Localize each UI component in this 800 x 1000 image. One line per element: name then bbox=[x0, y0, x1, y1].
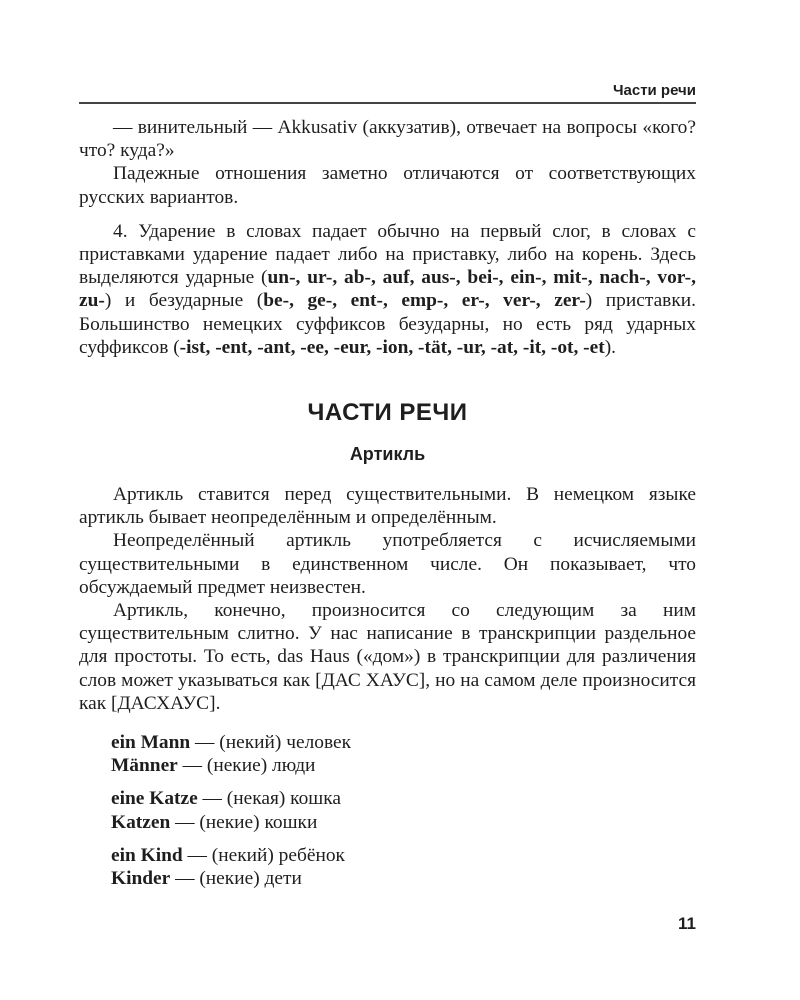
example-translation: — (некие) дети bbox=[170, 868, 302, 890]
example-line bbox=[111, 867, 696, 890]
example-group bbox=[111, 731, 696, 777]
paragraph-accusative: — винительный — Akkusativ (аккузатив), отвечает на вопросы «кого? что? куда?» bbox=[79, 117, 696, 162]
paragraph-pronunciation: Артикль, конечно, произносится со следующим за ним существительным слитно. У нас написание в транскрипции раздельное для простоты. То есть, das Haus («дом») в транскрипции для различения слов может указываться как [ДАС ХАУС], но на самом деле произносится как [ДАСХАУС]. bbox=[79, 600, 696, 714]
example-line bbox=[111, 731, 696, 754]
stress-text-3: ) приставки. Большинство немецких суффиксов безударны, но есть ряд ударных суффиксов ( bbox=[79, 290, 696, 358]
unstressed-prefixes: be-, ge-, ent-, emp-, er-, ver-, zer- bbox=[263, 290, 586, 312]
example-line bbox=[111, 754, 696, 777]
example-german: Katzen bbox=[111, 811, 171, 833]
example-german: eine Katze bbox=[111, 788, 198, 810]
paragraph-case-relations: Падежные отношения заметно отличаются от соответствующих русских вариантов. bbox=[79, 163, 696, 208]
example-line bbox=[111, 844, 696, 867]
page-body bbox=[79, 116, 696, 900]
example-german: Männer bbox=[111, 755, 178, 777]
example-group bbox=[111, 844, 696, 890]
paragraph-article-intro: Артикль ставится перед существительными. В немецком языке артикль бывает неопределённым и определённым. bbox=[79, 484, 696, 529]
example-translation: — (некий) человек bbox=[190, 732, 352, 754]
stressed-prefixes: un-, ur-, ab-, auf, aus-, bei-, ein-, mit-, nach-, vor-, zu- bbox=[79, 267, 696, 312]
example-german: ein Kind bbox=[111, 844, 183, 866]
section-title: Артикль bbox=[349, 444, 426, 465]
example-translation: — (некие) кошки bbox=[170, 811, 318, 833]
stress-text-4: ). bbox=[604, 336, 617, 358]
stressed-suffixes: -ist, -ent, -ant, -ee, -eur, -ion, -tät, -ur, -at, -it, -ot, -et bbox=[179, 336, 605, 358]
paragraph-indefinite-article: Неопределённый артикль употребляется с исчисляемыми существительными в единственном числе. Он показывает, что обсуждаемый предмет неизвестен. bbox=[79, 530, 696, 598]
example-translation: — (некие) люди bbox=[177, 755, 316, 777]
header-rule bbox=[79, 102, 696, 104]
example-translation: — (некий) ребёнок bbox=[182, 844, 345, 866]
stress-text-1: 4. Ударение в словах падает обычно на первый слог, в словах с приставками ударение падает либо на приставку, либо на корень. Здесь выделяются ударные ( bbox=[79, 220, 696, 289]
chapter-title: ЧАСТИ РЕЧИ bbox=[307, 399, 468, 427]
running-head: Части речи bbox=[612, 82, 696, 99]
example-german: Kinder bbox=[111, 868, 171, 890]
paragraph-stress bbox=[79, 220, 696, 359]
example-line bbox=[111, 811, 696, 834]
page-number: 11 bbox=[678, 914, 696, 933]
example-translation: — (некая) кошка bbox=[197, 788, 341, 810]
example-list bbox=[79, 731, 696, 890]
stress-text-2: ) и безударные ( bbox=[104, 290, 264, 312]
example-group bbox=[111, 787, 696, 833]
example-line bbox=[111, 787, 696, 810]
example-german: ein Mann bbox=[111, 732, 191, 754]
